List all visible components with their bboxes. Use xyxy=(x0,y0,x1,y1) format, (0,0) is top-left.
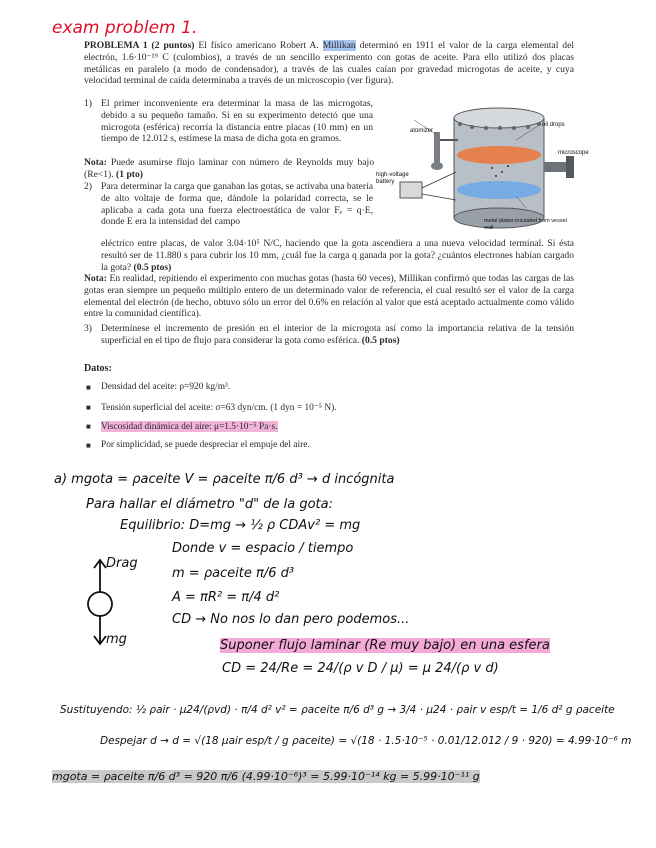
exam-label: exam problem 1. xyxy=(52,18,198,38)
nota1 xyxy=(84,157,374,181)
plates-label: metal plates insulated from vessel wall xyxy=(484,218,567,231)
intro-name-highlight: Millikan xyxy=(322,40,356,51)
bullet-icon: ■ xyxy=(86,422,91,431)
solution-line-10: Sustituyendo: ½ ρair · μ24/(ρvd) · π/4 d² v² = ρaceite π/6 d³ g → 3/4 · μ24 · ρair v esp/t = 1/6 d² g ρaceite xyxy=(60,704,615,716)
datos-item-density: Densidad del aceite: ρ=920 kg/m³. xyxy=(101,382,231,392)
solution-line-2: Para hallar el diámetro "d" de la gota: xyxy=(86,497,333,512)
nota1-label: Nota: xyxy=(84,157,107,168)
solution-line-6: A = πR² = π/4 d² xyxy=(172,590,280,605)
mg-label: mg xyxy=(106,632,127,647)
battery-wire-bottom xyxy=(422,194,456,200)
datos-heading: Datos: xyxy=(84,363,112,374)
nota2 xyxy=(84,273,574,320)
intro-text-b: determinó en 1911 el valor de la carga elemental del electrón, 1.6·10⁻¹⁹ C (culombios), a través de un sencillo experimento con gotas de aceite. Para ello utilizó dos placas metálicas en paralelo (a modo de condensador), a través de las cuales caían por gravedad microgotas de aceite, y cuya velocidad terminal de caída determinaba a través de un microscopio (ver figura). xyxy=(84,40,575,87)
solution-line-12: mgota = ρaceite π/6 d³ = 920 π/6 (4.99·10⁻⁶)³ = 5.99·10⁻¹⁴ kg = 5.99·10⁻¹¹ g xyxy=(52,770,480,783)
q3-text xyxy=(101,323,574,347)
millikan-apparatus-figure xyxy=(376,100,600,238)
bullet-icon: ■ xyxy=(86,441,91,450)
microscope-eyepiece xyxy=(566,156,574,178)
problem-heading: PROBLEMA 1 (2 puntos) xyxy=(84,40,195,51)
microscope-body xyxy=(544,162,568,172)
solution-line-3: Equilibrio: D=mg → ½ ρ CDAv² = mg xyxy=(120,518,361,533)
solution-line-5: m = ρaceite π/6 d³ xyxy=(172,566,295,581)
drop-circle xyxy=(88,592,112,616)
battery-wire-top xyxy=(422,172,456,188)
q2-text-b-span: eléctrico entre placas, de valor 3.04·10⁵ N/C, haciendo que la gota ascendiera a una nueva velocidad terminal. Si ésta resultó ser de 11.880 s para cubrir los 10 mm, ¿cuál fue la carga q ganada por la gota? ¿cuántos electrones habían cargado la gota? xyxy=(101,238,574,273)
bullet-icon: ■ xyxy=(86,383,91,392)
nota1-text: Puede asumirse flujo laminar con número de Reynolds muy bajo (Re<1). xyxy=(84,157,374,180)
q3-text-span: Determínese el incremento de presión en el interior de la microgota así como la importancia relativa de la tensión superficial en el tipo de flujo para considerar la gota como esférica. xyxy=(101,323,574,346)
nota2-label: Nota: xyxy=(84,273,107,284)
q1-number: 1) xyxy=(84,98,92,109)
q2-text-a: Para determinar la carga que ganaban las gotas, se activaba una batería de alto voltaje de forma que, dándole la polaridad correcta, se le aplicaba a cada gota una fuerza electroestática de valor Fₑ = q·E, donde E era la intensidad del campo xyxy=(101,181,373,228)
solution-line-9: CD = 24/Re = 24/(ρ v D / μ) = μ 24/(ρ v d) xyxy=(222,661,499,676)
atomizer-tube xyxy=(434,132,440,164)
q2-text-b xyxy=(101,238,574,273)
solution-line-4: Donde v = espacio / tiempo xyxy=(172,541,354,556)
atomizer-bulb xyxy=(431,162,443,170)
upper-plate xyxy=(457,146,541,164)
nota2-text: En realidad, repitiendo el experimento con muchas gotas (hasta 60 veces), Millikan confirmó que todas las cargas de las gotas eran siempre un pequeño múltiplo entero de un determinado valor de referencia, el cual resultó ser el valor de la carga elemental del electrón (de hecho, obtuvo sólo un error del 0.6% en relación al valor que está aceptado actualmente como válido entre la comunidad científica). xyxy=(84,273,574,320)
problem-intro xyxy=(84,40,574,87)
solution-line-8: Suponer flujo laminar (Re muy bajo) en una esfera xyxy=(220,638,550,653)
atomizer-label: atomizer xyxy=(410,128,434,134)
q2-number: 2) xyxy=(84,181,92,192)
q3-number: 3) xyxy=(84,323,92,334)
q1-text: El primer inconveniente era determinar la masa de las microgotas, debido a su pequeño tamaño. Si en su experimento detectó que una microgota (esférica) recorría la distancia entre placas (10 mm) en un tiempo de 12.012 s, estímese la masa de dicha gota en gramos. xyxy=(101,98,373,145)
q3-points: (0.5 ptos) xyxy=(359,334,400,346)
solution-line-1: a) mgota = ρaceite V = ρaceite π/6 d³ → d incógnita xyxy=(54,472,395,487)
datos-item-viscosity: Viscosidad dinámica del aire: μ=1.5·10⁻⁵ Pa·s. xyxy=(101,422,278,432)
battery-label: high-voltage battery xyxy=(376,172,409,185)
microscope-label: microscope xyxy=(558,150,589,156)
solution-line-11: Despejar d → d = √(18 μair esp/t / g ρaceite) = √(18 · 1.5·10⁻⁵ · 0.01/12.012 / 9 · 920) = 4.99·10⁻⁶ m xyxy=(100,735,632,747)
datos-item-tension: Tensión superficial del aceite: σ=63 dyn/cm. (1 dyn = 10⁻⁵ N). xyxy=(101,403,337,413)
datos-item-buoyancy: Por simplicidad, se puede despreciar el empuje del aire. xyxy=(101,440,310,450)
oil-drops-label: oil drops xyxy=(542,122,565,128)
q2-points: (0.5 ptos) xyxy=(131,261,172,273)
vessel-top xyxy=(454,108,544,128)
intro-text-a: El físico americano Robert A. xyxy=(198,40,323,51)
bullet-icon: ■ xyxy=(86,403,91,412)
vessel-body xyxy=(454,118,544,218)
nota1-points: (1 pto) xyxy=(113,168,143,180)
lower-plate xyxy=(457,181,541,199)
drag-label: Drag xyxy=(106,556,138,571)
solution-line-7: CD → No nos lo dan pero podemos... xyxy=(172,612,410,627)
